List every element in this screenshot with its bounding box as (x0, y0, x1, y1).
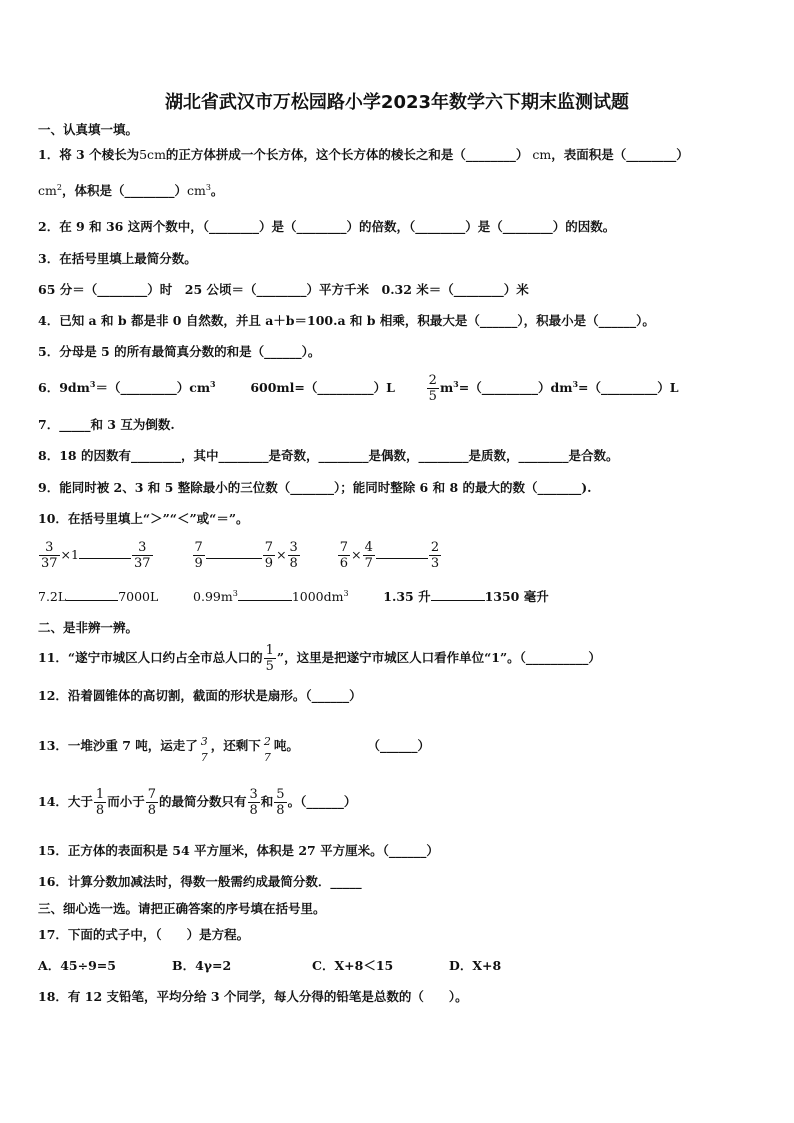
q6-sup-4: 3 (572, 378, 579, 389)
q6-frac-den: 5 (428, 389, 437, 404)
q14-text-c: 的最简分数只有 (158, 794, 247, 809)
q10-frac-3: $\frac{7}{9}$ (194, 540, 203, 571)
q10-r2-e: 1.35 升 (383, 589, 431, 604)
option-d[interactable]: D．X+8 (449, 958, 502, 973)
option-b[interactable]: B．4γ=2 (172, 958, 232, 973)
section-3-heading: 三、细心选一选。请把正确答案的序号填在括号里。 (38, 901, 326, 916)
q10-r2-sup-2: 3 (343, 588, 349, 598)
q10-blank-3[interactable] (376, 546, 428, 559)
question-16: 16．计算分数加减法时，得数一般需约成最简分数．_____ (38, 874, 362, 889)
q10-frac-1: $\frac{3}{37}$ (41, 540, 58, 571)
q1-text-i: 。 (210, 183, 224, 198)
q6-text-f: =（_________）L (578, 380, 679, 395)
q10-r2-c: 0.99m (193, 589, 233, 604)
page-title: 湖北省武汉市万松园路小学2023年数学六下期末监测试题 (164, 92, 630, 113)
q6-sup-3: 3 (453, 378, 459, 389)
q13-text-a: 13．一堆沙重 7 吨，运走了 (38, 738, 198, 753)
q1-cube-sup: 3 (205, 182, 211, 192)
question-17: 17．下面的式子中，（ ）是方程。 (38, 927, 250, 942)
q10-frac-7: $\frac{4}{7}$ (364, 540, 373, 571)
q6-text-e: =（_________）dm (458, 380, 573, 395)
q6-text-d: m (439, 380, 454, 395)
question-10-row-1 (38, 535, 442, 575)
q13-text-c: 吨。 (273, 738, 299, 753)
question-8: 8．18 的因数有________，其中________是奇数，________是偶数，________是质数，________是合数。 (38, 448, 619, 463)
q10-blank-6[interactable] (431, 588, 485, 601)
q1-text-a: 1．将 3 个棱长为 (38, 147, 140, 162)
q10-frac-8: $\frac{2}{3}$ (430, 540, 440, 571)
question-9: 9．能同时被 2、3 和 5 整除最小的三位数（_______）；能同时整除 6 和 8 的最大的数（_______). (38, 480, 592, 495)
q10-frac-6: $\frac{7}{6}$ (339, 540, 349, 571)
question-1-line-2 (38, 183, 223, 199)
q14-fraction-3: $\frac{3}{8}$ (249, 787, 258, 818)
q11-text-b: ”，这里是把遂宁市城区人口看作单位“1”。（__________） (276, 650, 601, 665)
question-6 (38, 370, 679, 406)
question-7: 7．_____和 3 互为倒数. (38, 417, 175, 432)
q6-text-b: ＝（_________）cm (95, 380, 211, 395)
question-10-row-2 (38, 588, 549, 605)
q10-blank-5[interactable] (238, 588, 292, 601)
q1-unit-cm: cm (532, 147, 552, 162)
option-c[interactable]: C．X+8＜15 (312, 958, 394, 973)
q10-blank-2[interactable] (206, 546, 262, 559)
q6-sup-2: 3 (210, 378, 216, 389)
q10-r2-f: 1350 毫升 (484, 589, 549, 604)
q10-r2-d: 1000dm (291, 589, 344, 604)
q10-frac-5: $\frac{3}{8}$ (289, 540, 298, 571)
section-1-heading: 一、认真填一填。 (38, 122, 139, 137)
question-10: 10．在括号里填上“＞”“＜”或“＝”。 (38, 511, 249, 526)
q6-text-c: 600ml=（_________）L (250, 380, 395, 395)
q6-frac-num: 2 (428, 373, 437, 388)
q13-fraction-2: 2 7 (263, 735, 271, 764)
q1-square-sup: 2 (56, 182, 62, 192)
q10-blank-4[interactable] (66, 588, 118, 601)
question-17-options (38, 958, 501, 974)
q14-fraction-1: $\frac{1}{8}$ (95, 787, 105, 818)
q14-fraction-4: $\frac{5}{8}$ (276, 787, 285, 818)
q10-frac-4: $\frac{7}{9}$ (264, 540, 274, 571)
q1-text-e: ，表面积是（________） (551, 147, 689, 162)
option-a[interactable]: A．45÷9=5 (38, 958, 116, 973)
question-3-items: 65 分＝（________）时 25 公顷＝（________）平方千米 0.32 米＝（________）米 (38, 282, 529, 297)
q1-unit-cm3: cm (186, 183, 206, 198)
question-15: 15．正方体的表面积是 54 平方厘米，体积是 27 平方厘米。（______） (38, 843, 439, 858)
q1-text-c: 的正方体拼成一个长方体，这个长方体的棱长之和是（________） (165, 147, 529, 162)
q14-fraction-2: $\frac{7}{8}$ (147, 787, 156, 818)
q10-times-2: × (276, 547, 287, 562)
q10-times-1: ×1 (60, 547, 79, 562)
q10-r2-a: 7.2L (38, 589, 67, 604)
question-12: 12．沿着圆锥体的高切割，截面的形状是扇形。（______） (38, 688, 362, 703)
q14-text-e: 和 (260, 794, 274, 809)
q14-text-b: 而小于 (107, 794, 145, 809)
question-2: 2．在 9 和 36 这两个数中，（________）是（________）的倍数，（________）是（________）的因数。 (38, 219, 616, 234)
q10-times-3: × (351, 547, 362, 562)
q1-unit-cm2: cm (38, 183, 57, 198)
q6-text-a: 6．9dm (38, 380, 90, 395)
q10-blank-1[interactable] (79, 546, 131, 559)
question-18: 18．有 12 支铅笔，平均分给 3 个同学，每人分得的铅笔是总数的（ ）。 (38, 989, 468, 1004)
q13-answer: （______） (367, 738, 431, 753)
q14-text-a: 14．大于 (38, 794, 93, 809)
q10-r2-sup-1: 3 (232, 588, 238, 598)
q11-fraction: $\frac{1}{5}$ (265, 643, 274, 674)
question-1-line-1 (38, 147, 689, 163)
question-11 (38, 640, 601, 676)
q10-frac-2: $\frac{3}{37}$ (133, 540, 151, 571)
q13-fraction-1: 3 7 (200, 735, 208, 764)
q13-text-b: ，还剩下 (210, 738, 261, 753)
question-5: 5．分母是 5 的所有最简真分数的和是（______）。 (38, 344, 321, 359)
question-14 (38, 783, 356, 821)
q1-text-g: ，体积是（________） (61, 183, 187, 198)
question-4: 4．已知 a 和 b 都是非 0 自然数，并且 a＋b＝100.a 和 b 相乘，积最大是（______），积最小是（______）。 (38, 313, 655, 328)
section-2-heading: 二、是非辨一辨。 (38, 620, 139, 635)
q6-fraction (427, 373, 439, 404)
q6-sup-1: 3 (89, 378, 96, 389)
q1-text-b: 5cm (139, 147, 166, 162)
q10-r2-b: 7000L (118, 589, 159, 604)
q14-text-f: 。（______） (287, 794, 357, 809)
q11-text-a: 11．“遂宁市城区人口约占全市总人口的 (38, 650, 263, 665)
question-3: 3．在括号里填上最简分数。 (38, 251, 197, 266)
question-13 (38, 726, 430, 766)
